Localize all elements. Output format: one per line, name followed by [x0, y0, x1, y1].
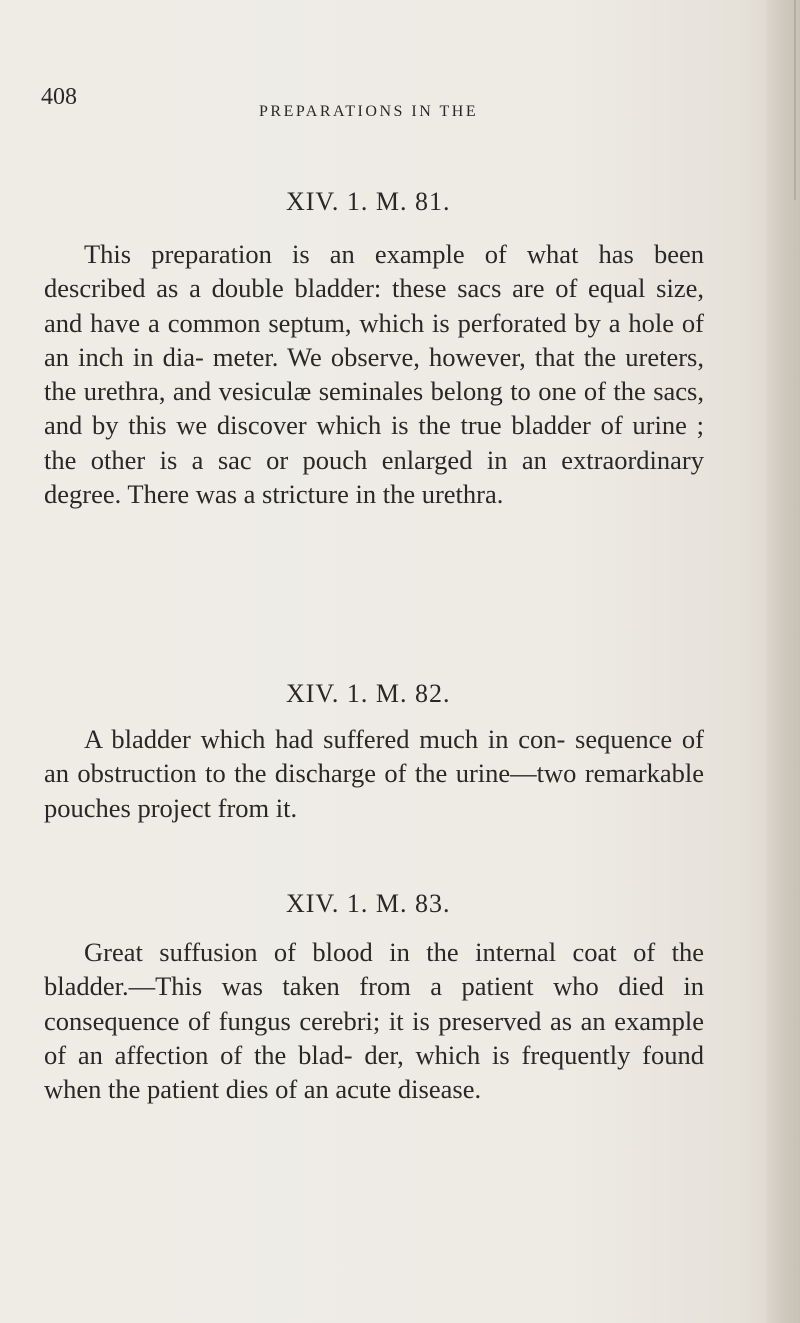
- page-number: 408: [41, 84, 77, 110]
- gutter-edge: [794, 0, 796, 200]
- section-paragraph: This preparation is an example of what has been described as a double bladder: these sacs are of equal size, and have a common septum, which is perforated by a hole of an inch in dia- meter. We observe, however, that the ureters, the urethra, and vesiculæ seminales belong to one of the sacs, and by this we discover which is the true bladder of urine ; the other is a sac or pouch enlarged in an extraordinary degree. There was a stricture in the urethra.: [44, 239, 704, 510]
- running-head: PREPARATIONS IN THE: [259, 103, 479, 120]
- section-heading: XIV. 1. M. 81.: [286, 187, 451, 216]
- section-paragraph: Great suffusion of blood in the internal coat of the bladder.—This was taken from a patient who died in consequence of fungus cerebri; it is preserved as an example of an affection of the blad- der, which is frequently found when the patient dies of an acute disease.: [44, 937, 704, 1105]
- section-heading: XIV. 1. M. 82.: [286, 679, 451, 708]
- section-heading: XIV. 1. M. 83.: [286, 889, 451, 918]
- page-gutter: [766, 0, 800, 1323]
- section-paragraph: A bladder which had suffered much in con- sequence of an obstruction to the discharge of the urine—two remarkable pouches project from it.: [44, 724, 704, 823]
